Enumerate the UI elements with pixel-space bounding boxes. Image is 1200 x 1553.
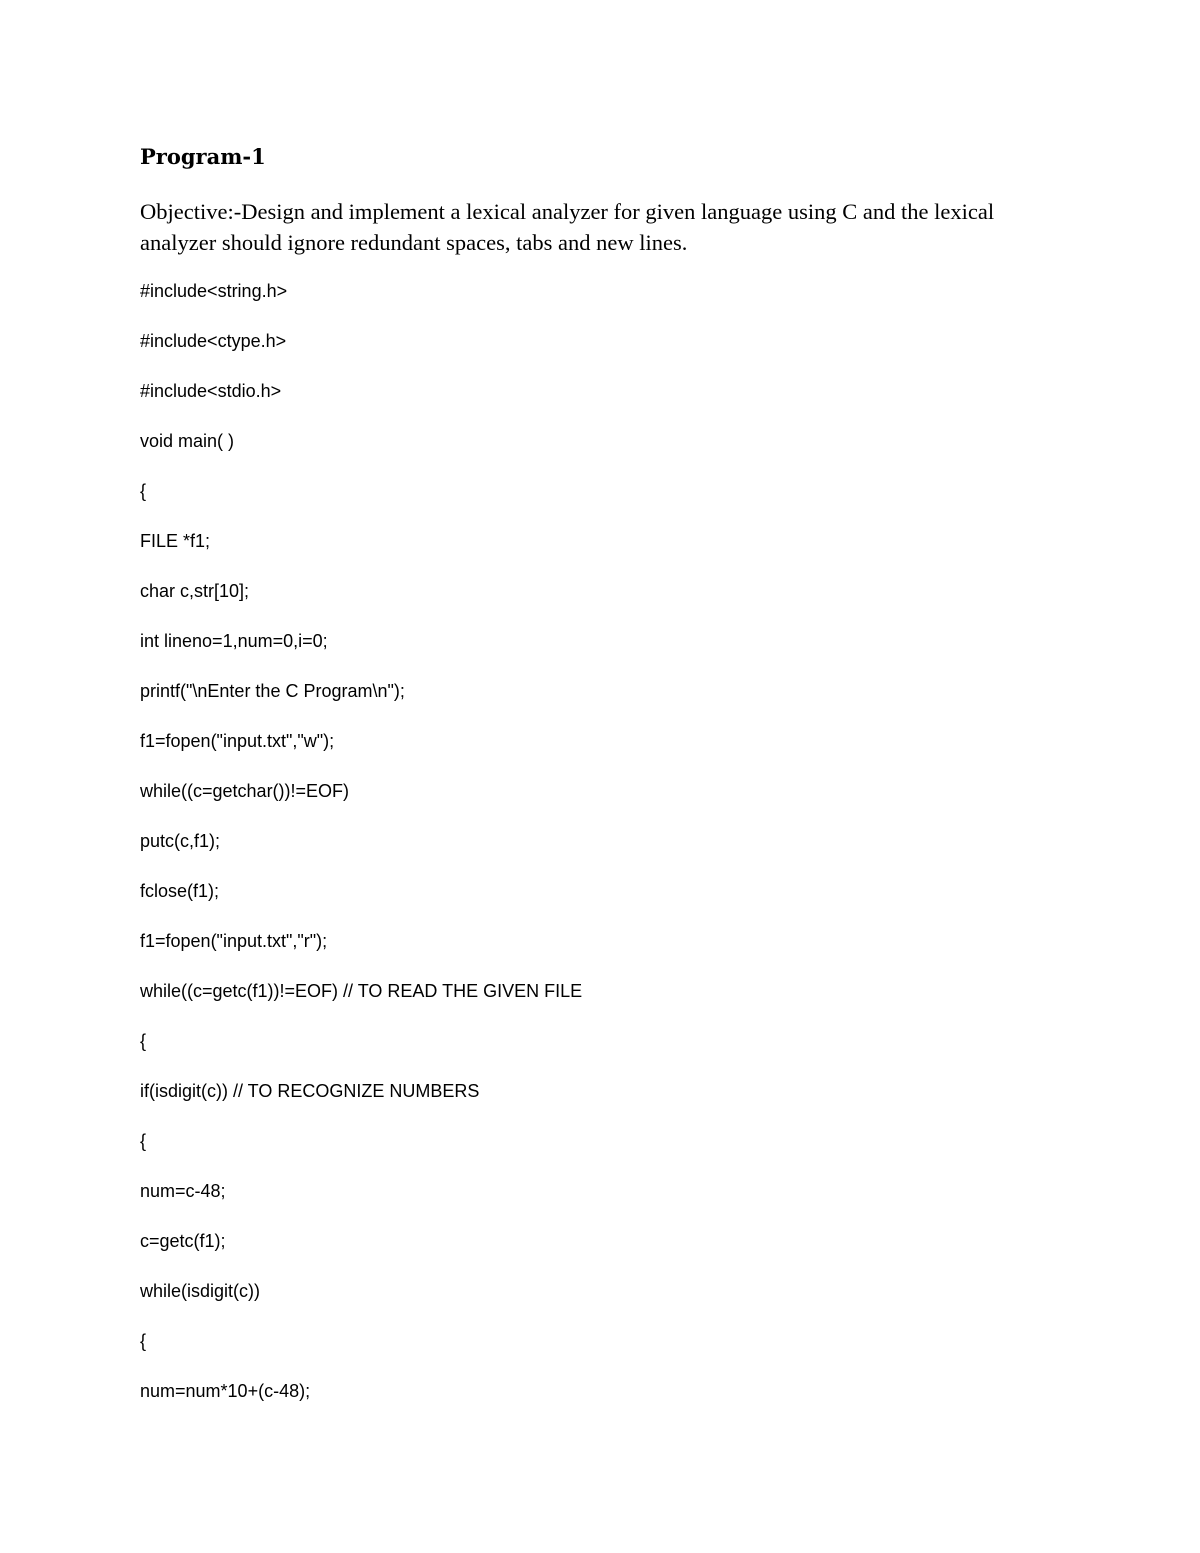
- code-line: num=c-48;: [140, 1181, 226, 1201]
- code-line: f1=fopen("input.txt","r");: [140, 931, 328, 951]
- code-line: #include<stdio.h>: [140, 381, 282, 401]
- code-line: while((c=getchar())!=EOF): [140, 781, 350, 801]
- code-line: char c,str[10];: [140, 581, 250, 601]
- code-line: f1=fopen("input.txt","w");: [140, 731, 335, 751]
- code-line: #include<ctype.h>: [140, 331, 287, 351]
- code-listing: [140, 278, 582, 1428]
- code-line: void main( ): [140, 431, 235, 451]
- code-line: int lineno=1,num=0,i=0;: [140, 631, 328, 651]
- code-line: printf("\nEnter the C Program\n");: [140, 681, 405, 701]
- program-title: Program-1: [140, 144, 266, 169]
- code-line: {: [140, 1031, 147, 1051]
- code-line: putc(c,f1);: [140, 831, 221, 851]
- code-line: fclose(f1);: [140, 881, 220, 901]
- code-line: while((c=getc(f1))!=EOF) // TO READ THE GIVEN FILE: [140, 981, 583, 1001]
- code-line: {: [140, 481, 147, 501]
- code-line: c=getc(f1);: [140, 1231, 226, 1251]
- code-line: #include<string.h>: [140, 281, 288, 301]
- code-line: FILE *f1;: [140, 531, 211, 551]
- code-line: {: [140, 1131, 147, 1151]
- code-line: {: [140, 1331, 147, 1351]
- code-line: if(isdigit(c)) // TO RECOGNIZE NUMBERS: [140, 1081, 480, 1101]
- code-line: while(isdigit(c)): [140, 1281, 261, 1301]
- objective-paragraph: Objective:-Design and implement a lexical analyzer for given language using C and the lexical analyzer should ignore redundant spaces, tabs and new lines.: [140, 199, 995, 255]
- code-line: num=num*10+(c-48);: [140, 1381, 311, 1401]
